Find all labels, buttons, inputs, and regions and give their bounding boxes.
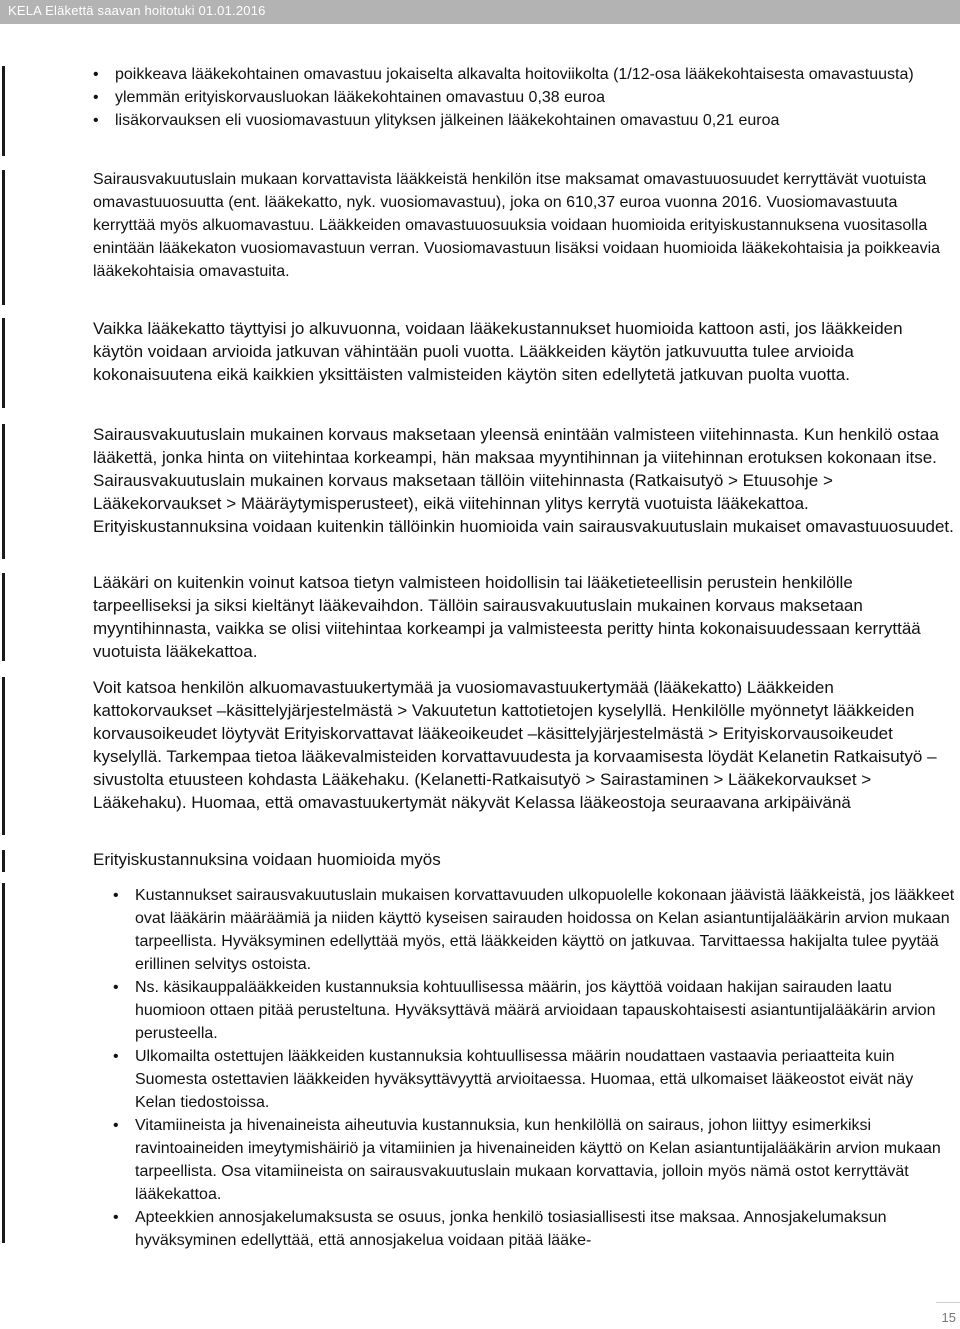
header-title: KELA Eläkettä saavan hoitotuki 01.01.2016 (8, 3, 266, 18)
list-item: • Ns. käsikauppalääkkeiden kustannuksia kohtuullisessa määrin, jos käyttöä voidaan hakijan sairauden laatu huomioon ottaen pitää perusteltuna. Hyväksyttävä määrä arvioidaan tapauskohtaisesti asiantuntijalääkärin arvion perusteella. (113, 976, 955, 1045)
list-item: • Apteekkien annosjakelumaksusta se osuus, jonka henkilö tosiasiallisesti itse maksaa. Annosjakelumaksun hyväksyminen edellyttää, että annosjakelua voidaan pitää lääke- (113, 1206, 955, 1252)
change-bar (2, 850, 5, 872)
change-bar (2, 883, 5, 1243)
bottom-bullet-list-container (113, 884, 955, 1252)
paragraph: Sairausvakuutuslain mukaan korvattavista lääkkeistä henkilön itse maksamat omavastuuosuudet kerryttävät vuotuista omavastuuosuutta (ent. lääkekatto, nyk. vuosiomavastuu), joka on 610,37 euroa vuonna 2016. Vuosiomavastuuta kerryttää myös alkuomavastuu. Lääkkeiden omavastuuosuuksia voidaan huomioida erityiskustannuksena vuositasolla enintään lääkekaton vuosiomavastuun verran. Vuosiomavastuun lisäksi voidaan huomioida lääkekohtaisia ja poikkeavia lääkekohtaisia omavastuita. (93, 171, 941, 280)
paragraph: Vaikka lääkekatto täyttyisi jo alkuvuonna, voidaan lääkekustannukset huomioida kattoon asti, jos lääkkeiden käytön voidaan arvioida jatkuvan vähintään puoli vuotta. Lääkkeiden käytön jatkuvuutta tulee arvioida kokonaisuutena eikä kaikkien yksittäisten valmisteiden käytön siten edellytetä jatkuvan puolta vuotta. (93, 319, 903, 384)
list-item: • lisäkorvauksen eli vuosiomavastuun ylityksen jälkeinen lääkekohtainen omavastuu 0,21 euroa (93, 109, 955, 132)
change-bar (2, 66, 5, 156)
change-bar (2, 318, 5, 408)
footer-divider (936, 1302, 960, 1303)
list-item: • Kustannukset sairausvakuutuslain mukaisen korvattavuuden ulkopuolelle kokonaan jäävistä lääkkeistä, jos lääkkeet ovat lääkärin määräämiä ja niiden käyttö kyseisen sairauden hoidossa on Kelan asiantuntijalääkärin arvion mukaan tarpeellista. Hyväksyminen edellyttää myös, että lääkkeiden käyttö on jatkuvaa. Tarvittaessa hakijalta tulee pyytää erillinen selvitys ostoista. (113, 884, 955, 976)
paragraph: Lääkäri on kuitenkin voinut katsoa tietyn valmisteen hoidollisin tai lääketieteellisin perustein henkilölle tarpeelliseksi ja siksi kieltänyt lääkevaihdon. Tällöin sairausvakuutuslain mukainen korvaus maksetaan myyntihinnasta, vaikka se olisi viitehintaa korkeampi ja valmisteesta peritty hinta kokonaisuudessaan kerryttää vuotuista lääkekattoa. (93, 573, 921, 661)
change-bar (2, 573, 5, 661)
paragraph: Voit katsoa henkilön alkuomavastuukertymää ja vuosiomavastuukertymää (lääkekatto) Lääkkeiden kattokorvaukset –käsittelyjärjestelmästä > Vakuutetun kattotietojen kyselyllä. Henkilölle myönnetyt lääkkeiden korvausoikeudet löytyvät Erityiskorvattavat lääkeoikeudet –käsittelyjärjestelmästä > Erityiskorvausoikeudet kyselyllä. Tarkempaa tietoa lääkevalmisteiden korvattavuudesta ja korvaamisesta löydät Kelanetin Ratkaisutyö –sivustolta etuusteen kohdasta Lääkehaku. (Kelanetti-Ratkaisutyö > Sairastaminen > Lääkekorvaukset > Lääkehaku). Huomaa, että omavastuukertymät näkyvät Kelassa lääkeostoja seuraavana arkipäivänä (93, 678, 937, 812)
list-item: • Vitamiineista ja hivenaineista aiheutuvia kustannuksia, kun henkilöllä on sairaus, johon liittyy esimerkiksi ravintoaineiden imeytymishäiriö ja vitamiinien ja hivenaineiden käyttö on Kelan asiantuntijalääkärin arvion mukaan tarpeellista. Osa vitamiineista on sairausvakuutuslain mukaan korvattavia, jolloin myös nämä ostot kerryttävät lääkekattoa. (113, 1114, 955, 1206)
bottom-bullet-list (113, 884, 955, 1252)
list-item: • ylemmän erityiskorvausluokan lääkekohtainen omavastuu 0,38 euroa (93, 86, 955, 109)
change-bar (2, 170, 5, 305)
change-bar (2, 677, 5, 835)
page-number: 15 (941, 1310, 956, 1325)
top-bullet-list-container (93, 63, 955, 132)
change-bar (2, 424, 5, 559)
page-header (0, 0, 960, 24)
paragraph: Sairausvakuutuslain mukainen korvaus maksetaan yleensä enintään valmisteen viitehinnasta. Kun henkilö ostaa lääkettä, jonka hinta on viitehintaa korkeampi, hän maksaa myyntihinnan ja viitehinnan erotuksen kokonaan itse. Sairausvakuutuslain mukainen korvaus maksetaan tällöin viitehinnasta (Ratkaisutyö > Etuusohje > Lääkekorvaukset > Määräytymisperusteet), eikä viitehinnan ylitys kerrytä vuotuista lääkekattoa. Erityiskustannuksina voidaan kuitenkin tällöinkin huomioida vain sairausvakuutuslain mukaiset omavastuuosuudet. (93, 425, 954, 536)
section-heading: Erityiskustannuksina voidaan huomioida myös (93, 850, 441, 869)
list-item: • Ulkomailta ostettujen lääkkeiden kustannuksia kohtuullisessa määrin noudattaen vastaavia periaatteita kuin Suomesta ostettavien lääkkeiden hyväksyttävyyttä arvioitaessa. Huomaa, että ulkomaiset lääkeostot eivät näy Kelan tiedostoissa. (113, 1045, 955, 1114)
list-item: • poikkeava lääkekohtainen omavastuu jokaiselta alkavalta hoitoviikolta (1/12-osa lääkekohtaisesta omavastuusta) (93, 63, 955, 86)
top-bullet-list (93, 63, 955, 132)
